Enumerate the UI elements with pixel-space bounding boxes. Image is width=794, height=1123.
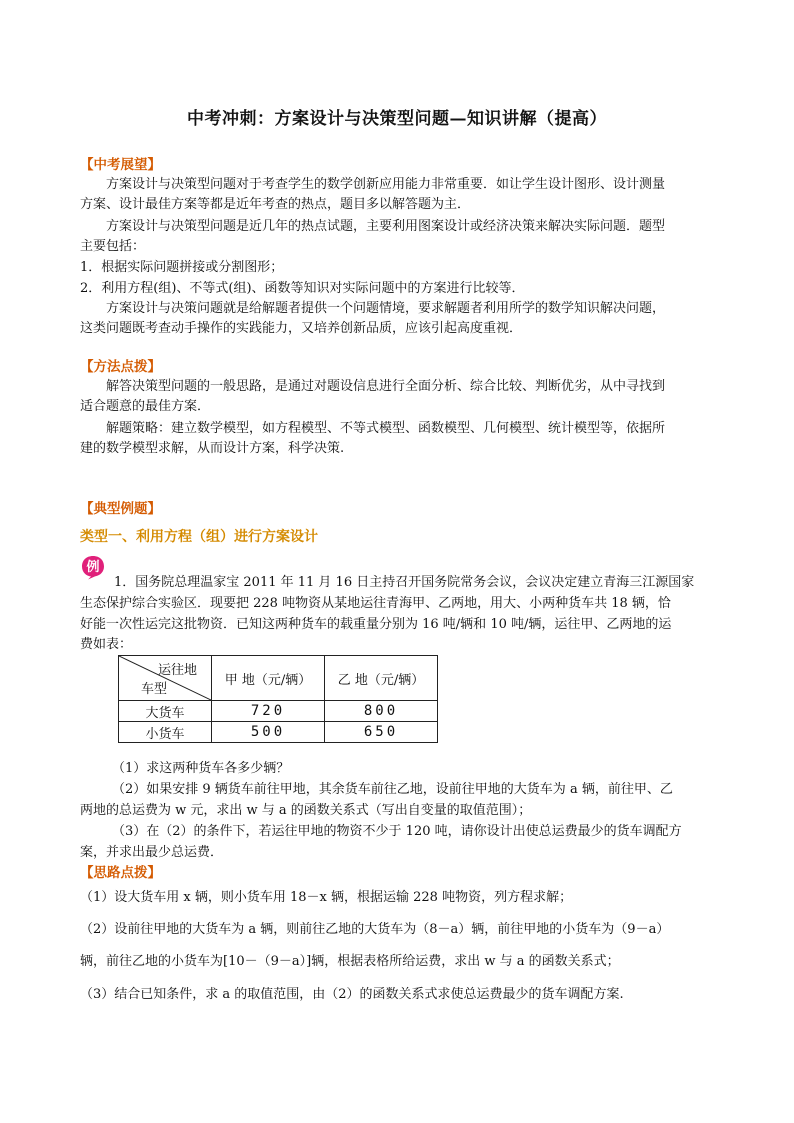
question-line: 两地的总运费为 w 元，求出 w 与 a 的函数关系式（写出自变量的取值范围）；: [80, 803, 532, 818]
outlook-line: 1．根据实际问题拼接或分割图形；: [80, 260, 284, 275]
method-heading: 【方法点拨】: [80, 359, 161, 375]
hint-line: 辆，前往乙地的小货车为[10－（9－a）]辆，根据表格所给运费，求出 w 与 a 的函数关系式；: [80, 954, 620, 969]
examples-heading: 【典型例题】: [80, 501, 161, 517]
method-line: 解题策略：建立数学模型，如方程模型、不等式模型、函数模型、几何模型、统计模型等，依据所: [106, 421, 666, 436]
outlook-line: 这类问题既考查动手操作的实践能力，又培养创新品质，应该引起高度重视．: [80, 321, 523, 336]
table-header-cell: 乙 地（元/辆）: [325, 656, 438, 701]
table-row: [119, 701, 438, 722]
table-header-row: [119, 656, 438, 701]
outlook-line: 2．利用方程(组)、不等式(组)、函数等知识对实际问题中的方案进行比较等．: [80, 281, 525, 296]
outlook-heading: 【中考展望】: [80, 157, 161, 173]
table-cell: 大货车: [119, 701, 212, 722]
question-line: （1）求这两种货车各多少辆？: [112, 761, 290, 776]
hint-line: （1）设大货车用 x 辆，则小货车用 18－x 辆，根据运输 228 吨物资，列方程求解；: [80, 890, 573, 905]
table-row: [119, 722, 438, 743]
corner-bottom-label: 车型: [141, 682, 168, 697]
table-corner-cell: [119, 656, 212, 701]
outlook-line: 方案设计与决策型问题是近几年的热点试题，主要利用图案设计或经济决策来解决实际问题．题型: [106, 219, 666, 234]
example-badge-label: 例: [86, 560, 100, 575]
question-line: （3）在（2）的条件下，若运往甲地的物资不少于 120 吨，请你设计出使总运费最少的货车调配方: [112, 824, 682, 839]
method-line: 解答决策型问题的一般思路，是通过对题设信息进行全面分析、综合比较、判断优劣，从中寻找到: [106, 379, 666, 394]
question-line: （2）如果安排 9 辆货车前往甲地，其余货车前往乙地，设前往甲地的大货车为 a 辆，前往甲、乙: [112, 782, 673, 797]
type-heading: 类型一、利用方程（组）进行方案设计: [80, 529, 318, 545]
corner-top-label: 运往地: [157, 663, 197, 678]
method-line: 建的数学模型求解，从而设计方案，科学决策.: [80, 441, 345, 456]
problem-line: 生态保护综合实验区．现要把 228 吨物资从某地运往青海甲、乙两地，用大、小两种货车共 18 辆，恰: [80, 596, 671, 611]
table-cell: 650: [325, 722, 438, 743]
table-header-cell: 甲 地（元/辆）: [212, 656, 325, 701]
table-cell: 720: [212, 701, 325, 722]
table-cell: 800: [325, 701, 438, 722]
table-cell: 小货车: [119, 722, 212, 743]
outlook-line: 方案设计与决策问题就是给解题者提供一个问题情境，要求解题者利用所学的数学知识解决问题，: [106, 301, 666, 316]
hint-heading: 【思路点拨】: [80, 865, 161, 881]
problem-line: 1．国务院总理温家宝 2011 年 11 月 16 日主持召开国务院常务会议，会议决定建立青海三江源国家: [114, 575, 695, 590]
freight-table: [118, 655, 438, 743]
table-cell: 500: [212, 722, 325, 743]
problem-line: 费如表：: [80, 637, 133, 652]
hint-line: （2）设前往甲地的大货车为 a 辆，则前往乙地的大货车为（8－a）辆，前往甲地的小货车为（9－a）: [80, 922, 670, 937]
method-line: 适合题意的最佳方案．: [80, 399, 211, 414]
page-title: 中考冲刺：方案设计与决策型问题—知识讲解（提高）: [187, 109, 607, 129]
question-line: 案，并求出最少总运费．: [80, 845, 224, 860]
outlook-line: 方案设计与决策型问题对于考查学生的数学创新应用能力非常重要．如让学生设计图形、设计测量: [106, 177, 666, 192]
hint-line: （3）结合已知条件，求 a 的取值范围，由（2）的函数关系式求使总运费最少的货车调配方案.: [80, 987, 624, 1002]
problem-line: 好能一次性运完这批物资．已知这两种货车的载重量分别为 16 吨/辆和 10 吨/辆，运往甲、乙两地的运: [80, 617, 672, 632]
outlook-line: 方案、设计最佳方案等都是近年考查的热点，题目多以解答题为主．: [80, 197, 471, 212]
outlook-line: 主要包括：: [80, 239, 146, 254]
